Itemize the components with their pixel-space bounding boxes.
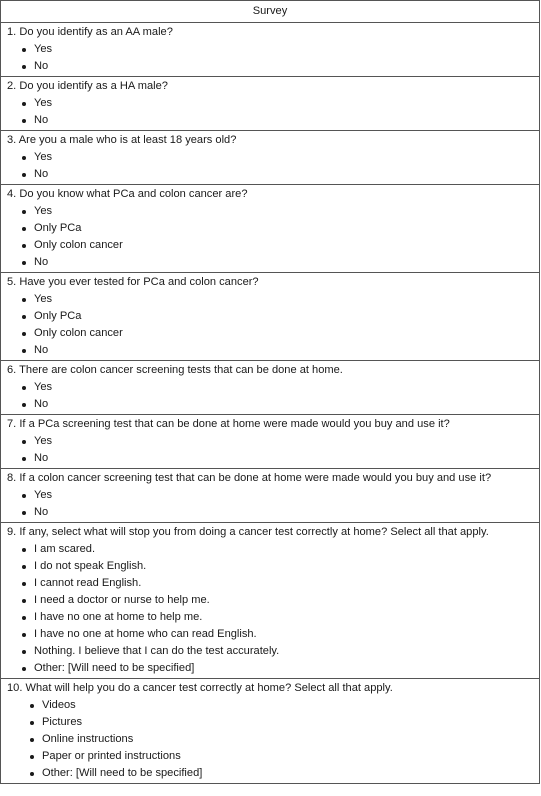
option-list (7, 95, 539, 130)
question-text: 10. What will help you do a cancer test correctly at home? Select all that apply. (7, 682, 393, 694)
option-item: Only PCa (34, 308, 539, 325)
option-item: Only colon cancer (34, 237, 539, 254)
question-text: 6. There are colon cancer screening tests that can be done at home. (7, 364, 343, 376)
option-item: No (34, 58, 539, 75)
option-item: Only colon cancer (34, 325, 539, 342)
option-item: Other: [Will need to be specified] (42, 765, 539, 782)
option-item: Yes (34, 433, 539, 450)
option-item: Pictures (42, 714, 539, 731)
option-item: Yes (34, 487, 539, 504)
option-item: I need a doctor or nurse to help me. (34, 592, 539, 609)
question-cell (1, 469, 540, 523)
question-text: 8. If a colon cancer screening test that can be done at home were made would you buy and use it? (7, 472, 492, 484)
option-item: Other: [Will need to be specified] (34, 660, 539, 677)
question-text: 1. Do you identify as an AA male? (7, 26, 173, 38)
option-item: Nothing. I believe that I can do the test accurately. (34, 643, 539, 660)
option-item: No (34, 504, 539, 521)
option-list (7, 203, 539, 272)
option-list (7, 541, 539, 678)
question-cell (1, 185, 540, 273)
survey-body (1, 23, 540, 784)
question-text: 5. Have you ever tested for PCa and colon cancer? (7, 276, 259, 288)
question-cell (1, 361, 540, 415)
option-item: No (34, 342, 539, 359)
question-cell (1, 23, 540, 77)
option-item: Yes (34, 379, 539, 396)
option-item: I cannot read English. (34, 575, 539, 592)
option-item: No (34, 166, 539, 183)
question-text: 2. Do you identify as a HA male? (7, 80, 168, 92)
option-item: Yes (34, 291, 539, 308)
option-list (7, 291, 539, 360)
question-cell (1, 415, 540, 469)
option-item: No (34, 396, 539, 413)
header-row (1, 1, 540, 23)
option-item: No (34, 450, 539, 467)
option-list (7, 379, 539, 414)
option-list (7, 487, 539, 522)
question-cell (1, 131, 540, 185)
option-item: Yes (34, 41, 539, 58)
question-row (1, 469, 540, 523)
survey-title: Survey (1, 1, 540, 23)
question-row (1, 523, 540, 679)
option-item: No (34, 254, 539, 271)
question-row (1, 273, 540, 361)
option-item: I do not speak English. (34, 558, 539, 575)
option-item: Paper or printed instructions (42, 748, 539, 765)
question-row (1, 77, 540, 131)
question-row (1, 185, 540, 273)
question-cell (1, 273, 540, 361)
question-text: 3. Are you a male who is at least 18 years old? (7, 134, 237, 146)
question-row (1, 415, 540, 469)
question-text: 7. If a PCa screening test that can be done at home were made would you buy and use it? (7, 418, 450, 430)
option-item: I am scared. (34, 541, 539, 558)
option-item: Online instructions (42, 731, 539, 748)
option-list (7, 149, 539, 184)
option-item: Yes (34, 149, 539, 166)
option-list (7, 697, 539, 783)
question-row (1, 131, 540, 185)
option-item: Only PCa (34, 220, 539, 237)
question-row (1, 23, 540, 77)
option-item: Yes (34, 203, 539, 220)
question-text: 4. Do you know what PCa and colon cancer are? (7, 188, 248, 200)
question-row (1, 361, 540, 415)
question-cell (1, 679, 540, 784)
option-list (7, 41, 539, 76)
option-item: Videos (42, 697, 539, 714)
option-item: No (34, 112, 539, 129)
option-item: Yes (34, 95, 539, 112)
question-text: 9. If any, select what will stop you from doing a cancer test correctly at home? Select all that apply. (7, 526, 489, 538)
question-cell (1, 523, 540, 679)
option-item: I have no one at home who can read English. (34, 626, 539, 643)
option-list (7, 433, 539, 468)
question-cell (1, 77, 540, 131)
question-row (1, 679, 540, 784)
option-item: I have no one at home to help me. (34, 609, 539, 626)
